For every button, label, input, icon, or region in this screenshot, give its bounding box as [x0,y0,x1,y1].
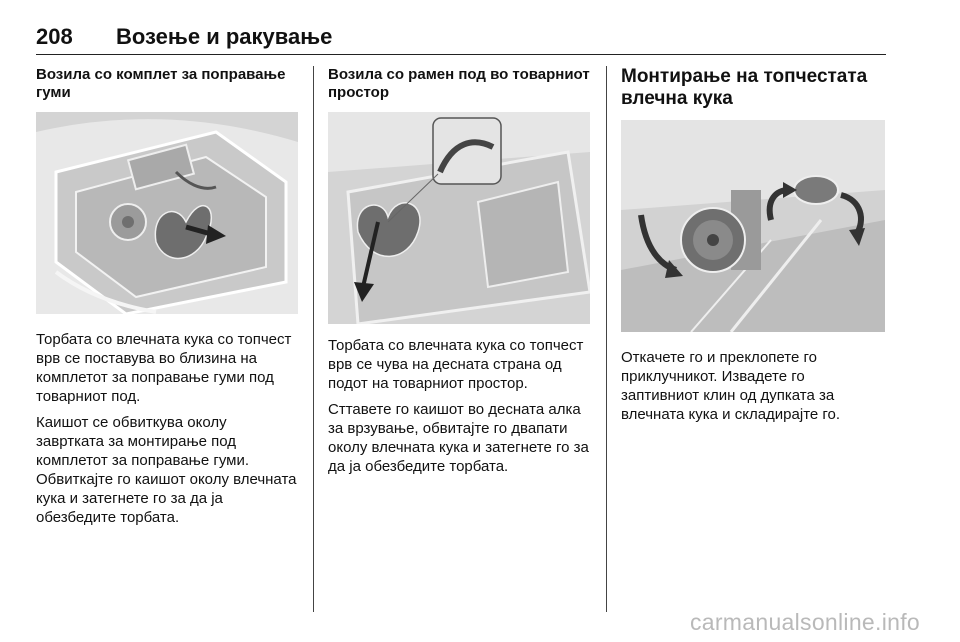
body-paragraph: Каишот се обвиткува околу завртката за монтирање под комплетот за поправање гуми. Обвиткајте го каишот околу влечната кука и затегнете го за да ја обезбедите торбата. [36,414,297,526]
section-heading: Возила со рамен под во товарниот простор [328,66,590,101]
column-divider [313,66,314,612]
section-heading: Возила со комплет за поправање гуми [36,66,286,101]
illustration-tyre-repair-kit [36,112,298,314]
column-flat-load-floor [328,66,590,476]
column-divider [606,66,607,612]
watermark: carmanualsonline.info [689,609,920,635]
body-paragraph: Торбата со влечната кука со топчест врв се чува на десната страна од подот на товарниот простор. [328,337,584,392]
illustration-load-compartment [328,112,590,324]
section-heading: Монтирање на топчестата влечна кука [621,66,868,109]
page-number: 208 [36,24,73,49]
body-paragraph: Торбата со влечната кука со топчест врв се поставува во близина на комплетот за поправање гуми под товарниот под. [36,331,292,405]
column-mounting-towbar [621,66,885,424]
column-tyre-repair-kit [36,66,298,527]
body-paragraph: Откачете го и преклопете го приклучникот. Извадете го заптивниот клин од дупката за влечната кука и складирајте го. [621,349,841,423]
chapter-title: Возење и ракување [116,24,333,49]
page-header [36,24,886,55]
body-paragraph: Сттавете го каишот во десната алка за врзување, обвитајте го двапати околу влечната кука и затегнете го за да ја обезбедите торбата. [328,401,589,475]
illustration-towbar-socket [621,120,885,332]
